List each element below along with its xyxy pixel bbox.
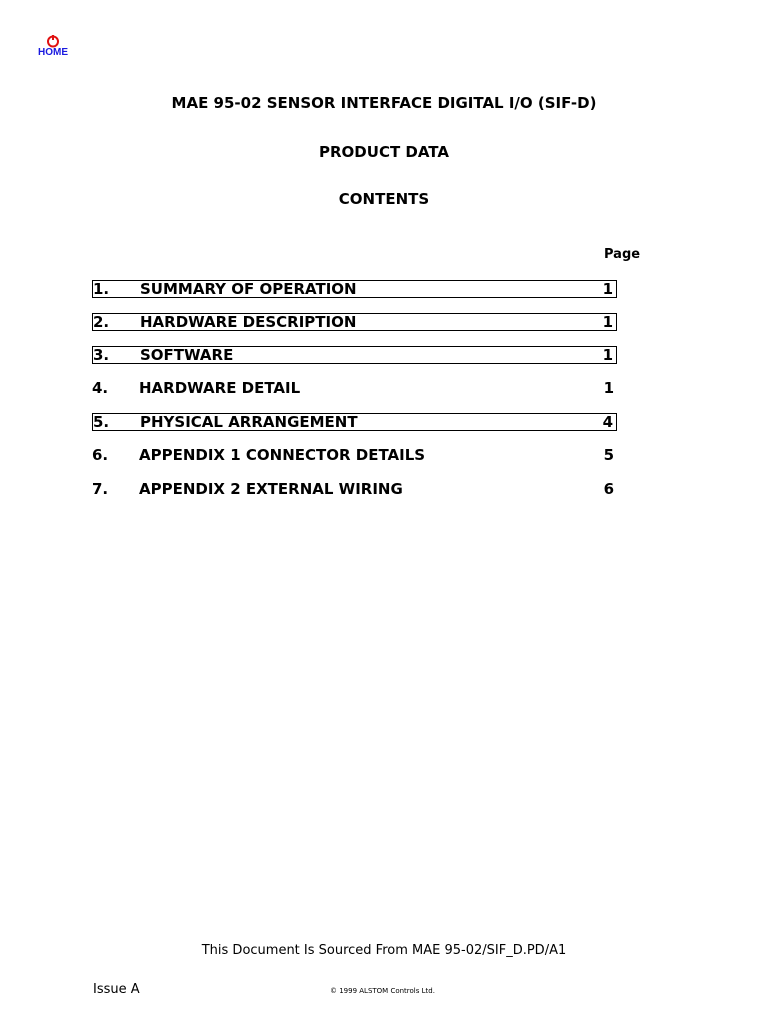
toc-title: APPENDIX 2 EXTERNAL WIRING bbox=[139, 480, 403, 498]
toc-page-number: 1 bbox=[603, 379, 614, 397]
toc-page-number: 1 bbox=[602, 280, 613, 298]
document-title: MAE 95-02 SENSOR INTERFACE DIGITAL I/O (SIF-D) bbox=[171, 94, 597, 112]
toc-number: 6. bbox=[92, 446, 109, 464]
toc-number: 2. bbox=[93, 313, 110, 331]
toc-title: HARDWARE DESCRIPTION bbox=[140, 313, 357, 331]
page-column-label: Page bbox=[604, 247, 641, 262]
toc-entry-6 bbox=[92, 447, 617, 465]
toc-number: 1. bbox=[93, 280, 110, 298]
toc-page-number: 1 bbox=[602, 313, 613, 331]
toc-page-number: 5 bbox=[603, 446, 614, 464]
home-label: HOME bbox=[38, 47, 68, 58]
toc-page-number: 6 bbox=[603, 480, 614, 498]
power-icon bbox=[46, 34, 60, 48]
toc-page-number: 4 bbox=[602, 413, 613, 431]
toc-entry-2[interactable] bbox=[92, 313, 617, 331]
copyright-notice: © 1999 ALSTOM Controls Ltd. bbox=[330, 987, 435, 995]
toc-page-number: 1 bbox=[602, 346, 613, 364]
toc-entry-4 bbox=[92, 380, 617, 398]
toc-title: SOFTWARE bbox=[140, 346, 234, 364]
issue-label: Issue A bbox=[93, 982, 140, 997]
toc-entry-7 bbox=[92, 481, 617, 499]
toc-title: HARDWARE DETAIL bbox=[139, 379, 301, 397]
toc-title: APPENDIX 1 CONNECTOR DETAILS bbox=[139, 446, 426, 464]
toc-entry-1[interactable] bbox=[92, 280, 617, 298]
document-source: This Document Is Sourced From MAE 95-02/SIF_D.PD/A1 bbox=[201, 943, 567, 958]
home-link[interactable] bbox=[36, 34, 70, 58]
contents-heading: CONTENTS bbox=[338, 190, 430, 208]
toc-title: SUMMARY OF OPERATION bbox=[140, 280, 357, 298]
toc-title: PHYSICAL ARRANGEMENT bbox=[140, 413, 358, 431]
toc-number: 7. bbox=[92, 480, 109, 498]
document-subtitle: PRODUCT DATA bbox=[319, 143, 449, 161]
toc-entry-5[interactable] bbox=[92, 413, 617, 431]
toc-entry-3[interactable] bbox=[92, 346, 617, 364]
toc-number: 5. bbox=[93, 413, 110, 431]
toc-number: 3. bbox=[93, 346, 110, 364]
toc-number: 4. bbox=[92, 379, 109, 397]
